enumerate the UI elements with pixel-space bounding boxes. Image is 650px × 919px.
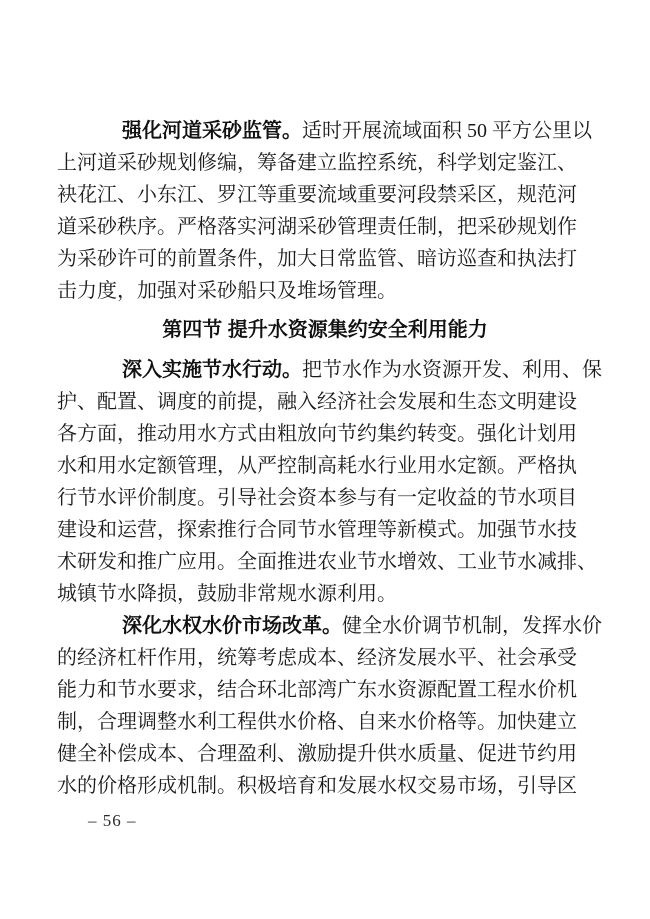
page-number: – 56 –: [88, 811, 137, 830]
text-line: 能力和节水要求，结合环北部湾广东水资源配置工程水价机: [57, 679, 577, 701]
text-line: 建设和运营，探索推行合同节水管理等新模式。加强节水技: [57, 519, 577, 541]
text-line: 各方面，推动用水方式由粗放向节约集约转变。强化计划用: [57, 423, 577, 445]
text-line: [57, 115, 592, 147]
text-line-content: 健全水价调节机制，发挥水价: [342, 615, 602, 637]
text-line-content: 把节水作为水资源开发、利用、保: [302, 359, 602, 381]
text-line: 术研发和推广应用。全面推进农业节水增效、工业节水减排、: [57, 551, 597, 573]
paragraph-bold-lead: 强化河道采砂监管。: [122, 120, 302, 142]
paragraph-sand-mining-supervision: [57, 115, 592, 307]
text-line: 行节水评价制度。引导社会资本参与有一定收益的节水项目: [57, 487, 577, 509]
text-line: 水和用水定额管理，从严控制高耗水行业用水定额。严格执: [57, 455, 577, 477]
text-line: 道采砂秩序。严格落实河湖采砂管理责任制，把采砂规划作: [57, 216, 577, 238]
text-line: 为采砂许可的前置条件，加大日常监管、暗访巡查和执法打: [57, 248, 577, 270]
paragraph-water-rights-price-reform: [57, 610, 602, 802]
text-line: [57, 354, 602, 386]
text-line: 健全补偿成本、合理盈利、激励提升供水质量、促进节约用: [57, 743, 577, 765]
text-line: 上河道采砂规划修编，筹备建立监控系统，科学划定鉴江、: [57, 152, 577, 174]
text-line: 的经济杠杆作用，统筹考虑成本、经济发展水平、社会承受: [57, 647, 577, 669]
text-line: 护、配置、调度的前提，融入经济社会发展和生态文明建设: [57, 391, 577, 413]
text-line: 制，合理调整水利工程供水价格、自来水价格等。加快建立: [57, 711, 577, 733]
section-heading: 第四节 提升水资源集约安全利用能力: [162, 319, 488, 341]
text-line: 击力度，加强对采砂船只及堆场管理。: [57, 280, 397, 302]
text-line: 水的价格形成机制。积极培育和发展水权交易市场，引导区: [57, 775, 577, 797]
paragraph-bold-lead: 深入实施节水行动。: [122, 359, 302, 381]
text-line: [57, 610, 602, 642]
text-line-content: 适时开展流域面积 50 平方公里以: [302, 120, 592, 142]
text-line: 城镇节水降损，鼓励非常规水源利用。: [57, 583, 397, 605]
text-column: [57, 115, 602, 802]
paragraph-water-saving-action: [57, 354, 602, 610]
paragraph-bold-lead: 深化水权水价市场改革。: [122, 615, 342, 637]
text-line: 袂花江、小东江、罗江等重要流域重要河段禁采区，规范河: [57, 184, 577, 206]
